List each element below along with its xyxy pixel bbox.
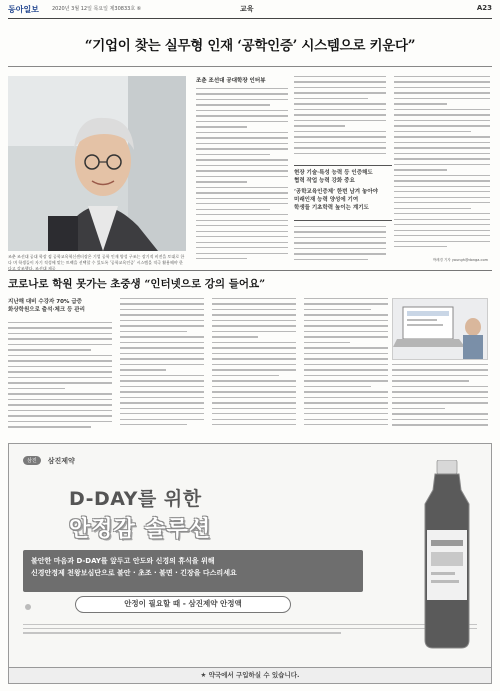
ad-brand-name: 삼진제약 xyxy=(47,456,75,465)
section-label: 교육 xyxy=(240,5,254,13)
ad-title-line-1: D-DAY를 위한 xyxy=(69,488,202,510)
body-column-2 xyxy=(294,76,386,162)
advertisement xyxy=(8,443,492,684)
article2-subhead-line: 화상학원으로 출석·체크 등 관리 xyxy=(8,307,85,313)
body-column-1 xyxy=(196,88,288,268)
ad-title-line-2: 안정감 솔루션 xyxy=(69,517,212,542)
photo-caption: 조춘 조선대 공대 학장 겸 공학교육혁신센터장은 기업 공학 인재 양성 구조는 장기적 비전을 토대로 한다 며 학생들이 자기 적성에 맞는 트랙을 선택할 수 있도록 ‘공학교육인증’ 시스템을 적극 활용해야 한다고 강조했다. 조선대 제공 xyxy=(8,254,185,271)
ad-footer: ★ 약국에서 구입하실 수 있습니다. xyxy=(9,667,491,683)
masthead xyxy=(8,4,492,18)
ad-description-line: 신경안정제 천왕보심단으로 불안 · 초조 · 불면 · 긴장을 다스리세요 xyxy=(31,569,237,577)
headline-rule xyxy=(8,66,492,67)
article2-column-3 xyxy=(212,298,296,434)
body-column-3 xyxy=(394,76,490,258)
pull-quote-line: 협력 작업 능력 강화 중요 xyxy=(294,178,355,184)
masthead-rule xyxy=(8,18,492,19)
article2-column-1 xyxy=(8,322,112,434)
article2-column-4 xyxy=(304,298,388,434)
ad-brand xyxy=(23,450,75,469)
ad-description-line: 불안한 마음과 D-DAY를 앞두고 안도와 신경의 휴식을 위해 xyxy=(31,557,215,565)
ad-description-band xyxy=(23,550,363,592)
pull-quote-line: 학생들 기초학력 높이는 계기도 xyxy=(294,205,369,211)
laptop-illustration xyxy=(393,299,488,360)
newspaper-logo: 동아일보 xyxy=(8,5,39,14)
article-divider xyxy=(8,270,492,271)
ad-bullet-icon xyxy=(25,604,31,610)
article2-column-2 xyxy=(120,298,204,434)
online-class-photo xyxy=(392,298,488,360)
pull-quote-line: 현장 기술·특성 능력 등 인증해도 xyxy=(294,170,373,176)
article2-headline: 코로나로 학원 못가는 초중생 “인터넷으로 강의 들어요” xyxy=(8,278,266,290)
body-column-2b xyxy=(294,226,386,266)
pull-quote-line: ‘공학교육인증제’ 한번 남겨 놓아야 xyxy=(294,189,378,195)
article2-subhead-line: 지난해 대비 수강자 70% 급증 xyxy=(8,299,82,305)
article-headline: “기업이 찾는 실무형 인재 ‘공학인증’ 시스템으로 키운다” xyxy=(84,38,416,54)
article2-column-5 xyxy=(392,364,488,436)
article2-subhead xyxy=(8,298,112,314)
reporter-credit: 박례경 기자 youngh@donga.com xyxy=(432,258,488,262)
interview-title: 조춘 조선대 공대학장 인터뷰 xyxy=(196,78,266,84)
ad-slogan: 안정이 필요할 때 - 삼진제약 안정액 xyxy=(75,596,291,613)
page-number: A23 xyxy=(476,4,492,12)
pull-quote xyxy=(294,165,392,221)
ad-fine-print xyxy=(23,624,477,637)
ad-brand-badge: 삼진 xyxy=(23,456,41,465)
product-bottle-icon xyxy=(417,460,477,654)
pull-quote-line: 미래인재 능력 양성에 기여 xyxy=(294,197,359,203)
portrait-illustration xyxy=(8,76,186,251)
portrait-photo xyxy=(8,76,186,251)
issue-meta: 2020년 3월 12일 목요일 제30833호 ⑥ xyxy=(52,6,142,12)
